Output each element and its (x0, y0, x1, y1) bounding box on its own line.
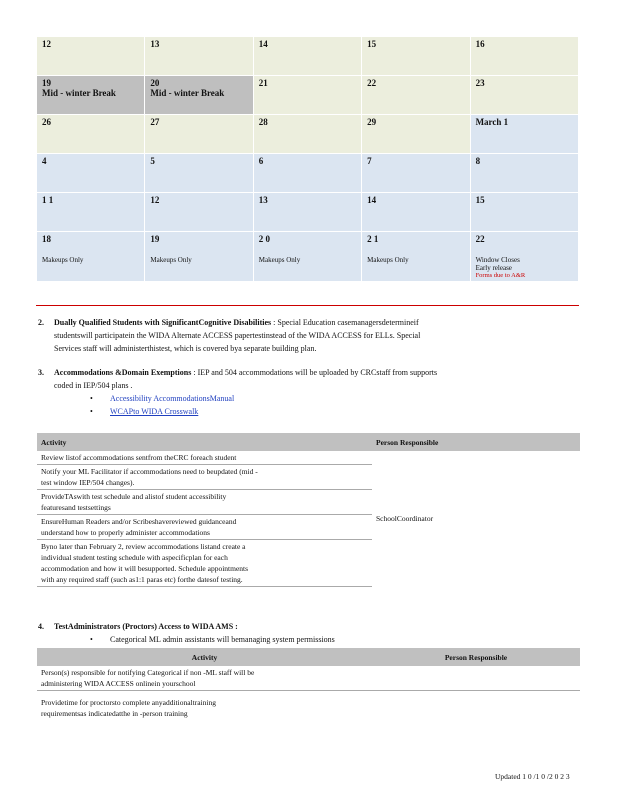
day-number: 20 (150, 78, 160, 88)
day-number: 21 (258, 78, 268, 88)
calendar-day-cell (362, 115, 470, 154)
day-number: 22 (367, 78, 377, 88)
activity-cell: Review listof accommodations sentfrom theCRC foreach student (37, 451, 372, 465)
bullet-icon: • (90, 394, 93, 403)
person-cell (372, 666, 580, 691)
day-deadline: Forms due to A&R (475, 272, 526, 279)
day-number: 29 (367, 117, 377, 127)
calendar-day-cell (470, 115, 578, 154)
calendar-day-cell (362, 37, 470, 76)
calendar-bottom-rule (36, 305, 579, 306)
calendar-day-cell (470, 154, 578, 193)
section-2 (38, 316, 583, 355)
calendar-day-cell (253, 37, 361, 76)
calendar-week-row (37, 76, 579, 115)
calendar-day-cell (362, 232, 470, 282)
section-text: Services staff will administerthistest, which is covered bya separate building plan. (54, 344, 317, 353)
activity-cell: Person(s) responsible for notifying Categorical if non -ML staff will be administering WIDA ACCESS onlinein yourschool (37, 666, 372, 691)
calendar-day-cell (37, 232, 145, 282)
day-note: Makeups Only (258, 256, 301, 264)
day-note: Window Closes (475, 256, 520, 264)
calendar-grid (36, 36, 579, 282)
calendar-day-cell (145, 115, 253, 154)
list-item-text: Categorical ML admin assistants will bemanaging system permissions (110, 635, 335, 644)
calendar-day-cell (37, 115, 145, 154)
calendar-day-cell (470, 37, 578, 76)
column-header-activity: Activity (37, 648, 372, 666)
activity-table-2 (37, 648, 580, 720)
section-text: : Special Education casemanagersdetermineif (273, 318, 419, 327)
day-number: 19 (42, 78, 51, 88)
section-3 (38, 366, 583, 392)
day-note: Makeups Only (42, 256, 84, 264)
day-number: 7 (367, 156, 372, 166)
day-number: 14 (367, 195, 377, 205)
day-number: 26 (42, 117, 51, 127)
activity-cell: Notify your ML Facilitator if accommodations need to beupdated (mid - test window IEP/504 changes). (37, 465, 372, 490)
day-note: Makeups Only (150, 256, 192, 264)
day-note: Early release (475, 264, 512, 272)
calendar-day-cell (37, 154, 145, 193)
calendar-week-row (37, 37, 579, 76)
calendar-day-cell (37, 76, 145, 115)
calendar-week-row (37, 115, 579, 154)
day-number: 6 (258, 156, 264, 166)
calendar-day-cell (362, 193, 470, 232)
day-number: 16 (475, 39, 485, 49)
calendar-day-cell (145, 76, 253, 115)
section-4: 4. TestAdministrators (Proctors) Access to WIDA AMS : (38, 622, 238, 631)
column-header-person: Person Responsible (372, 433, 580, 451)
section-title: TestAdministrators (Proctors) Access to WIDA AMS (54, 622, 234, 631)
day-number: 14 (258, 39, 268, 49)
accommodations-manual-link[interactable]: Accessibility AccommodationsManual (110, 394, 235, 403)
column-header-activity: Activity (37, 433, 372, 451)
calendar-day-cell (145, 154, 253, 193)
section-title: Accommodations &Domain Exemptions (54, 368, 192, 377)
list-item (90, 405, 198, 418)
list-item (90, 633, 335, 646)
section-text: coded in IEP/504 plans . (54, 381, 133, 390)
bullet-icon: • (90, 635, 93, 644)
calendar-day-cell (253, 232, 361, 282)
section-title: Dually Qualified Students with SignificantCognitive Disabilities (54, 318, 272, 327)
calendar-day-cell (253, 115, 361, 154)
section-text: : IEP and 504 accommodations will be uploaded by CRCstaff from supports (193, 368, 438, 377)
updated-date: Updated 1 0 /1 0 /2 0 2 3 (495, 772, 570, 781)
bullet-icon: • (90, 407, 93, 416)
day-number: 23 (475, 78, 485, 88)
calendar-day-cell (470, 232, 578, 282)
section-number: 3. (38, 368, 44, 377)
calendar-day-cell (362, 154, 470, 193)
calendar-day-cell (253, 193, 361, 232)
person-cell (372, 691, 580, 721)
day-event: Mid - winter Break (42, 88, 116, 98)
day-number: 8 (475, 156, 481, 166)
day-number: March 1 (475, 117, 509, 127)
day-number: 18 (42, 234, 51, 244)
day-number: 27 (150, 117, 160, 127)
calendar-day-cell (470, 76, 578, 115)
section-number: 2. (38, 318, 44, 327)
day-number: 15 (367, 39, 377, 49)
wcap-crosswalk-link[interactable]: WCAPto WIDA Crosswalk (110, 407, 199, 416)
calendar-day-cell (145, 37, 253, 76)
activity-cell: Byno later than February 2, review accommodations listand create a individual student testing schedule with aspecificplan for each accommodation and how it will besupported. Schedule appointments with any required staff (such as1:1 paras etc) forthe datesof testing. (37, 540, 372, 587)
day-event: Mid - winter Break (150, 88, 225, 98)
day-number: 15 (475, 195, 485, 205)
calendar-day-cell (253, 76, 361, 115)
day-number: 12 (42, 39, 51, 49)
calendar-day-cell (470, 193, 578, 232)
day-note: Makeups Only (367, 256, 409, 264)
person-cell: SchoolCoordinator (376, 514, 434, 524)
day-number: 4 (42, 156, 47, 166)
calendar-day-cell (253, 154, 361, 193)
day-number: 2 0 (258, 234, 271, 244)
calendar-week-row (37, 154, 579, 193)
activity-cell: EnsureHuman Readers and/or Scribeshavereviewed guidanceand understand how to properly administer accommodations (37, 515, 372, 540)
day-number: 5 (150, 156, 155, 166)
day-number: 1 1 (42, 195, 54, 205)
activity-table-1 (37, 433, 580, 587)
calendar-day-cell (145, 193, 253, 232)
day-number: 12 (150, 195, 160, 205)
calendar-day-cell (37, 193, 145, 232)
calendar-day-cell (362, 76, 470, 115)
column-header-person: Person Responsible (372, 648, 580, 666)
list-item (90, 392, 234, 405)
calendar-day-cell (37, 37, 145, 76)
activity-cell: Providetime for proctorsto complete anyadditionaltraining requirementsas indicatedatthe in -person training (41, 698, 216, 718)
calendar-day-cell (145, 232, 253, 282)
calendar-week-row (37, 193, 579, 232)
day-number: 19 (150, 234, 160, 244)
day-number: 22 (475, 234, 485, 244)
day-number: 13 (258, 195, 268, 205)
section-number: 4. (38, 622, 44, 631)
calendar-week-row (37, 232, 579, 282)
day-number: 2 1 (367, 234, 379, 244)
day-number: 28 (258, 117, 268, 127)
section-text: studentswill participatein the WIDA Alternate ACCESS papertestinstead of the WIDA ACCESS for ELLs. Special (54, 331, 421, 340)
day-number: 13 (150, 39, 160, 49)
activity-cell: ProvideTAswith test schedule and alistof student accessibility featuresand testsettings (37, 490, 372, 515)
